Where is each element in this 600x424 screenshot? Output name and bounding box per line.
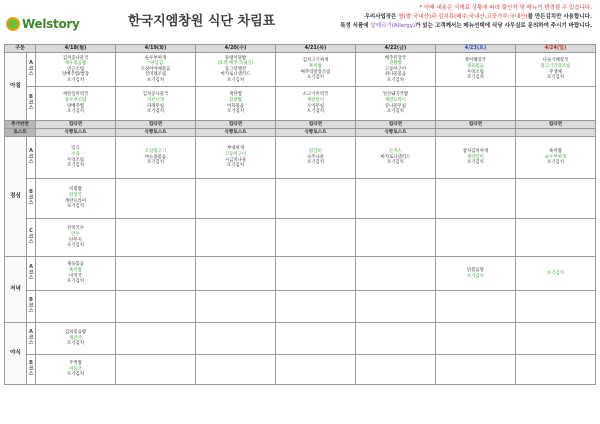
menu-item: 흑미밥 <box>549 149 562 155</box>
course-label: C 코 스 <box>27 219 36 257</box>
ribbon-cell: 컵라면 <box>515 121 595 129</box>
menu-item: 배추된장국 <box>384 55 407 61</box>
menu-item: 수육 <box>71 151 80 157</box>
menu-item: 오삼불고기 <box>144 149 167 155</box>
menu-item: 양배추찜/쌈장 <box>62 72 89 78</box>
menu-item: 고등어구이 <box>384 66 407 72</box>
ribbon-label: 추가반찬 <box>5 121 36 129</box>
course-label: A 코 스 <box>27 323 36 355</box>
ribbon-cell <box>515 129 595 137</box>
menu-cell <box>36 257 116 291</box>
menu-item: 김치고기찌개 <box>302 58 329 64</box>
menu-cell <box>36 53 116 87</box>
menu-item: 부대찌개 <box>226 146 244 152</box>
menu-cell <box>515 179 595 219</box>
course-label: A 코 스 <box>27 257 36 291</box>
ribbon-cell: 식빵토스트 <box>116 129 196 137</box>
menu-cell <box>435 257 515 291</box>
page-title: 한국지엠창원 식단 차림표 <box>128 14 276 29</box>
menu-item: 파래무침 <box>147 103 164 109</box>
menu-item: 김치콩나물국 <box>62 55 89 61</box>
menu-item: 순두부찌개 <box>544 154 567 160</box>
menu-cell <box>435 355 515 385</box>
ribbon-cell: 컵라면 <box>195 121 275 129</box>
header-row <box>5 45 596 53</box>
meal-row <box>5 291 596 323</box>
menu-item: 포기김치 <box>67 341 84 347</box>
menu-cell <box>195 137 275 179</box>
menu-item: 계란말이 <box>466 154 484 160</box>
menu-item: 포기김치 <box>466 75 484 81</box>
menu-item: 새우볶음밥 <box>64 61 87 67</box>
meal-row <box>5 355 596 385</box>
menu-item: 참치김치찌개 <box>462 149 489 155</box>
menu-cell <box>36 219 116 257</box>
menu-item: 우엉조림 <box>67 157 84 163</box>
meal-row <box>5 257 596 291</box>
menu-cell <box>355 137 435 179</box>
menu-cell <box>195 257 275 291</box>
menu-cell <box>195 219 275 257</box>
menu-cell <box>355 323 435 355</box>
menu-item: 포기김치 <box>466 160 484 166</box>
brand-mark-icon <box>6 17 20 31</box>
menu-item: 단무지 <box>69 237 82 243</box>
day-header: 4/20(수) <box>195 45 275 53</box>
menu-item: 연근조림 <box>67 66 84 72</box>
notice-line-2: 우리사업장은 쌀(쌀:국내산)과 김치류(배추:국내산,고춧가루:국내산)를 만든김치만 사용합니다. <box>364 14 592 20</box>
menu-cell <box>275 257 355 291</box>
menu-cell <box>275 323 355 355</box>
notice <box>322 4 592 31</box>
meal-row <box>5 137 596 179</box>
notice-line-3: 특정 식품에 알레르기(Allergy)가 있는 고객께서는 메뉴선택에 식당 사무실로 문의하여 주시기 바랍니다. <box>340 23 592 29</box>
menu-item: 계란프라이 <box>64 198 87 204</box>
menu-item: 순두부찌개 <box>144 55 167 61</box>
menu-cell <box>515 137 595 179</box>
menu-cell <box>36 87 116 121</box>
course-label: A 코 스 <box>27 137 36 179</box>
menu-item: 포기김치 <box>67 204 84 210</box>
menu-cell <box>116 323 196 355</box>
menu-item: 포기김치 <box>226 77 244 83</box>
menu-cell <box>36 179 116 219</box>
menu-item: 주먹밥 <box>69 361 82 367</box>
menu-item: 포기김치 <box>386 160 404 166</box>
menu-item: 통두부조림 <box>64 97 87 103</box>
day-header: 4/22(금) <box>355 45 435 53</box>
menu-cell <box>195 355 275 385</box>
menu-item: 포기김치 <box>226 163 244 169</box>
menu-item: 포기김치 <box>67 77 84 83</box>
menu-item: 마카로니샐러드 <box>380 154 411 160</box>
menu-item: 포기김치 <box>546 270 564 276</box>
meal-row <box>5 53 596 87</box>
menu-item: 포기김치 <box>67 279 84 285</box>
menu-item: 계란말이 <box>306 97 324 103</box>
menu-item: 포기김치 <box>386 109 404 115</box>
menu-item: 북어해장국 <box>464 58 487 64</box>
meal-label: 아침 <box>5 53 27 121</box>
menu-item: 소고기미역국 <box>302 92 329 98</box>
header-col0: 구분 <box>5 45 36 53</box>
menu-item: 마늘종볶음 <box>144 154 167 160</box>
menu-cell <box>116 87 196 121</box>
ribbon-row <box>5 129 596 137</box>
menu-item: 콩나물무침 <box>384 103 407 109</box>
menu-item: 만두 <box>71 231 80 237</box>
menu-item: 우엉조림 <box>466 69 484 75</box>
menu-item: 포기김치 <box>466 273 484 279</box>
menu-cell <box>355 179 435 219</box>
brand-name: Welstory <box>22 17 80 31</box>
menu-item: 무생채 <box>549 69 562 75</box>
menu-item: 포기김치 <box>67 243 84 249</box>
menu-item: 포기김치 <box>226 109 244 115</box>
menu-cell <box>275 87 355 121</box>
menu-cell <box>195 53 275 87</box>
meal-label: 야식 <box>5 323 27 385</box>
menu-item: 고등어구이 <box>224 151 247 157</box>
menu-item: 시금치나물 <box>224 157 247 163</box>
menu-item: 치킨너겟 <box>147 97 164 103</box>
menu-cell <box>515 87 595 121</box>
menu-item: 숙주나물 <box>306 154 324 160</box>
menu-item: 포기김치 <box>147 160 164 166</box>
ribbon-cell <box>435 129 515 137</box>
menu-item: 다슬기해장국 <box>542 58 569 64</box>
menu-cell <box>116 291 196 323</box>
menu-item: 계란국 <box>69 335 82 341</box>
course-label: B 코 스 <box>27 355 36 385</box>
menu-cell <box>515 291 595 323</box>
menu-item: 포기김치 <box>306 75 324 81</box>
day-header: 4/24(일) <box>515 45 595 53</box>
menu-item: 포기김치 <box>546 75 564 81</box>
ribbon-cell: 컵라면 <box>116 121 196 129</box>
menu-item: 진미채조림 <box>144 72 167 78</box>
ribbon-cell: 컵라면 <box>435 121 515 129</box>
menu-cell <box>116 179 196 219</box>
menu-cell <box>515 219 595 257</box>
meal-label: 저녁 <box>5 257 27 323</box>
menu-cell <box>275 219 355 257</box>
menu-cell <box>355 355 435 385</box>
menu-item: 취나물볶음 <box>384 72 407 78</box>
menu-item: 포기김치 <box>147 77 164 83</box>
day-header: 4/23(토) <box>435 45 515 53</box>
menu-item: 흰쌀밥 <box>229 97 242 103</box>
ribbon-cell: 컵라면 <box>355 121 435 129</box>
menu-item: 비빔밥 <box>69 187 82 193</box>
day-header: 4/18(월) <box>36 45 116 53</box>
menu-item: 포기김치 <box>67 372 84 378</box>
menu-item: *양념김 <box>148 61 163 67</box>
meal-row <box>5 87 596 121</box>
menu-cell <box>355 257 435 291</box>
menu-item: 포기김치 <box>147 109 164 115</box>
menu-item: 양배추찜 <box>67 103 84 109</box>
menu-cell <box>515 53 595 87</box>
menu-cell <box>275 179 355 219</box>
course-label: A 코 스 <box>27 53 36 87</box>
menu-item: 된장국 <box>69 192 82 198</box>
menu-item: 흑미밥 <box>69 267 82 273</box>
menu-cell <box>515 323 595 355</box>
menu-cell <box>275 355 355 385</box>
menu-item: 김치볶음밥 <box>64 330 87 336</box>
menu-cell <box>275 137 355 179</box>
menu-item: 동그랑땡전 <box>224 66 247 72</box>
menu-cell <box>36 355 116 385</box>
menu-cell <box>116 257 196 291</box>
menu-item: 포기김치 <box>546 160 564 166</box>
menu-item: 메추리알장조림 <box>300 69 331 75</box>
menu-item: 마카로니샐러드 <box>220 72 251 78</box>
ribbon-cell: 식빵토스트 <box>275 129 355 137</box>
course-label: B 코 스 <box>27 179 36 219</box>
menu-item: 포기김치 <box>67 109 84 115</box>
menu-cell <box>355 291 435 323</box>
ribbon-cell: 식빵토스트 <box>355 129 435 137</box>
menu-cell <box>435 291 515 323</box>
menu-item: 제육볶음 <box>67 262 84 268</box>
menu-cell <box>116 219 196 257</box>
menu-item: 돈까스 <box>389 149 402 155</box>
menu-item: 잔치국수 <box>67 226 84 232</box>
ribbon-cell: 식빵토스트 <box>36 129 116 137</box>
menu-cell <box>355 87 435 121</box>
menu-item: 오이무침 <box>306 103 324 109</box>
ribbon-cell: 컵라면 <box>275 121 355 129</box>
menu-cell <box>195 179 275 219</box>
menu-cell <box>435 87 515 121</box>
ribbon-label: 토스트 <box>5 129 36 137</box>
menu-item: 오징어야채볶음 <box>140 66 171 72</box>
menu-cell <box>116 355 196 385</box>
menu-item: 일식 <box>71 146 80 152</box>
menu-item: 얼큰돼지국밥 <box>382 92 409 98</box>
menu-item: 제육볶음 <box>466 63 484 69</box>
menu-cell <box>36 323 116 355</box>
ribbon-cell: 식빵토스트 <box>195 129 275 137</box>
menu-item: 닭고기간장조림 <box>540 63 571 69</box>
menu-cell <box>195 87 275 121</box>
menu-item: 흑미밥 <box>309 63 322 69</box>
menu-item: 돌땡이덮밥 <box>224 55 247 61</box>
menu-item: 계란프라이 <box>384 97 407 103</box>
menu-item: (호박,배추:국내산) <box>217 61 254 67</box>
menu-item: 닭볶음탕 <box>466 267 484 273</box>
menu-item: 계란찜 <box>229 92 242 98</box>
menu-cell <box>36 291 116 323</box>
menu-table <box>4 44 596 385</box>
ribbon-row <box>5 121 596 129</box>
menu-item: 포기김치 <box>386 77 404 83</box>
meal-row <box>5 179 596 219</box>
menu-item: 어묵국 <box>69 366 82 372</box>
menu-cell <box>116 53 196 87</box>
menu-item: 흰쌀밥 <box>389 61 402 67</box>
menu-cell <box>355 219 435 257</box>
menu-cell <box>36 137 116 179</box>
course-label: B 코 스 <box>27 87 36 121</box>
notice-line-1: * 아래 내용은 식재료 상황에 따라 불산지 및 메뉴가 변경될 수 있습니다. <box>419 5 592 11</box>
day-header: 4/21(목) <box>275 45 355 53</box>
menu-item: 포기김치 <box>306 160 324 166</box>
menu-cell <box>515 257 595 291</box>
meal-label: 점심 <box>5 137 27 257</box>
ribbon-cell: 컵라면 <box>36 121 116 129</box>
meal-row <box>5 323 596 355</box>
menu-cell <box>435 323 515 355</box>
menu-item: 포기김치 <box>306 109 324 115</box>
menu-cell <box>435 137 515 179</box>
menu-item: 어묵볶음 <box>226 103 244 109</box>
menu-cell <box>195 323 275 355</box>
menu-cell <box>435 179 515 219</box>
brand-logo <box>6 10 80 38</box>
day-header: 4/19(화) <box>116 45 196 53</box>
menu-item: 미역국 <box>69 273 82 279</box>
menu-cell <box>435 219 515 257</box>
menu-cell <box>355 53 435 87</box>
menu-item: 새알심미역국 <box>62 92 89 98</box>
menu-item: 김치콩나물국 <box>142 92 169 98</box>
menu-item: 포기김치 <box>67 163 84 169</box>
course-label: B 코 스 <box>27 291 36 323</box>
menu-cell <box>275 53 355 87</box>
menu-cell <box>275 291 355 323</box>
menu-cell <box>515 355 595 385</box>
meal-row <box>5 219 596 257</box>
menu-cell <box>435 53 515 87</box>
menu-cell <box>195 291 275 323</box>
menu-cell <box>116 137 196 179</box>
menu-item: 닭갈비 <box>309 149 322 155</box>
